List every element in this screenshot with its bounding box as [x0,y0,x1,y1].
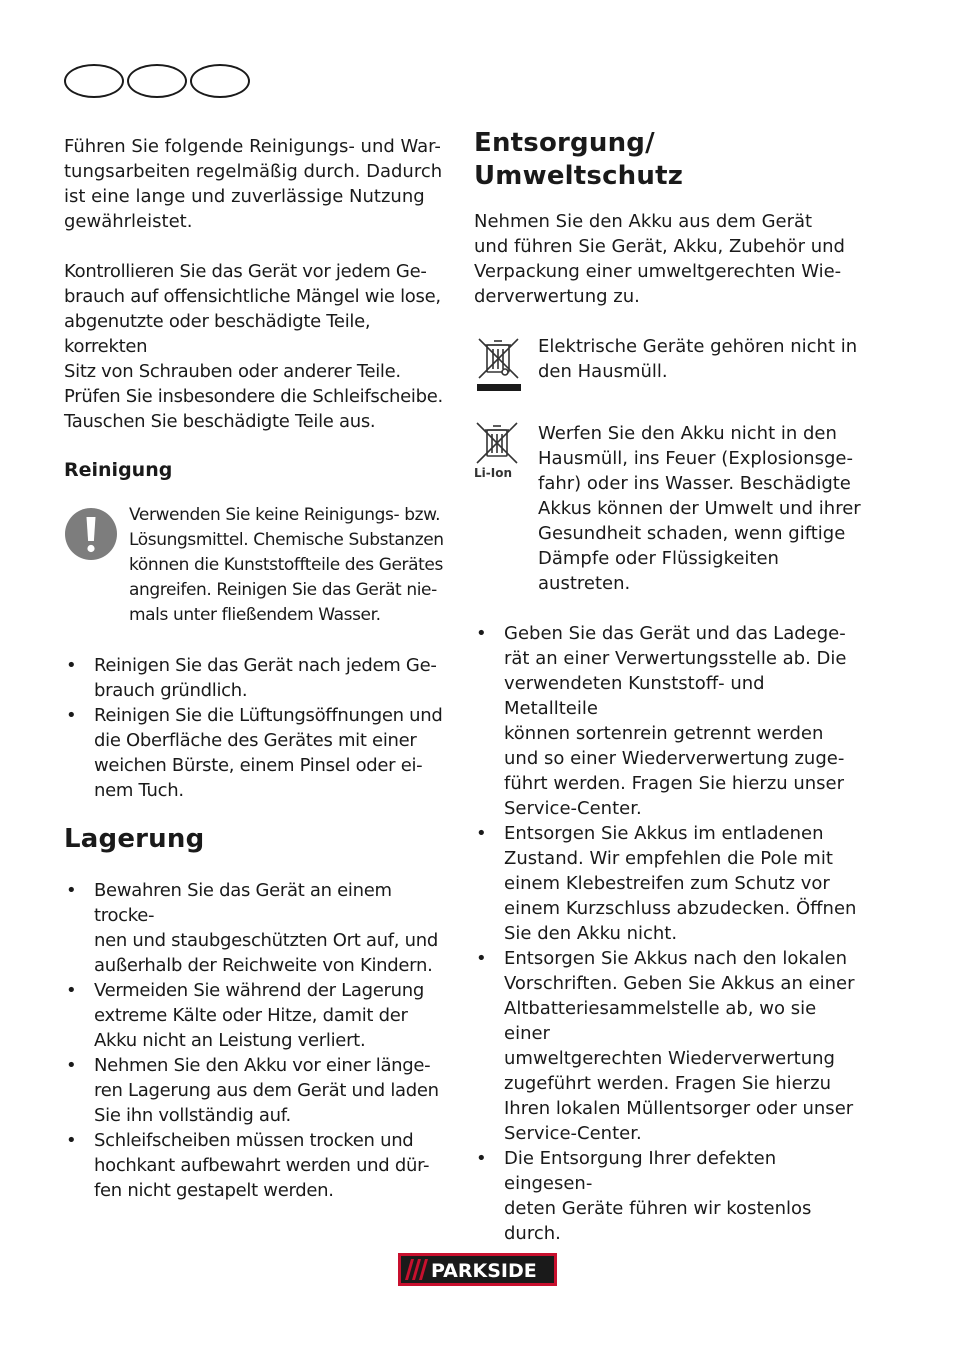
weee-notice [474,334,864,396]
text-line: Akkus können der Umwelt und ihrer [538,498,861,519]
text-line: • Reinigen Sie die Lüftungsöffnungen und [94,705,443,726]
text-line: • Bewahren Sie das Gerät an einem trocke- [94,880,392,926]
text-line: Tauschen Sie beschädigte Teile aus. [64,411,376,432]
language-oval [190,64,250,98]
logo-text: PARKSIDE [431,1260,537,1282]
text-line: den Hausmüll. [538,361,668,382]
text-line: ist eine lange und zuverlässige Nutzung [64,186,425,207]
text-line: angreifen. Reinigen Sie das Gerät nie- [129,580,437,600]
text-line: Führen Sie folgende Reinigungs- und War- [64,136,441,157]
text-line: Dämpfe oder Flüssigkeiten austreten. [538,548,779,594]
text-line: einem Kurzschluss abzudecken. Öffnen [504,898,857,919]
text-line: brauch auf offensichtliche Mängel wie lose, [64,286,441,307]
text-line: Zustand. Wir empfehlen die Pole mit [504,848,833,869]
li-ion-notice [474,421,864,596]
text-line: verwendeten Kunststoff- und Metallteile [504,673,765,719]
intro-paragraph [64,134,448,234]
exclamation-circle-icon [64,507,118,561]
crossed-out-bin-li-ion-icon [474,421,520,465]
text-line: Service-Center. [504,1123,642,1144]
text-line: rät an einer Verwertungsstelle ab. Die [504,648,847,669]
language-oval [64,64,124,98]
heading-line: Umweltschutz [474,161,684,191]
list-item [474,1146,864,1246]
text-line: tungsarbeiten regelmäßig durch. Dadurch [64,161,443,182]
text-line: Gesundheit schaden, wenn giftige [538,523,846,544]
text-line: Vorschriften. Geben Sie Akkus an einer [504,973,855,994]
notice-text [129,503,444,628]
li-ion-label: Li-Ion [474,466,512,480]
list-item [64,978,448,1053]
cleaning-heading: Reinigung [64,459,173,481]
text-line: nen und staubgeschützten Ort auf, und [94,930,438,951]
text-line: führt werden. Fragen Sie hierzu unser [504,773,845,794]
text-line: Verwenden Sie keine Reinigungs- bzw. [129,505,441,525]
text-line: mals unter fließendem Wasser. [129,605,381,625]
text-line: einem Klebestreifen zum Schutz vor [504,873,830,894]
text-line: Lösungsmittel. Chemische Substanzen [129,530,444,550]
text-line: Sitz von Schrauben oder anderer Teile. [64,361,401,382]
list-item [474,946,864,1146]
text-line: die Oberfläche des Gerätes mit einer [94,730,417,751]
list-item [474,621,864,821]
list-item [64,1128,448,1203]
cleaning-list [64,653,448,803]
text-line: • Reinigen Sie das Gerät nach jedem Ge- [94,655,437,676]
list-item [64,653,448,703]
list-item [64,703,448,803]
parkside-logo-icon [398,1253,557,1286]
text-line: weichen Bürste, einem Pinsel oder ei- [94,755,423,776]
text-line: Ihren lokalen Müllentsorger oder unser [504,1098,854,1119]
text-line: nem Tuch. [94,780,184,801]
text-line: Nehmen Sie den Akku aus dem Gerät [474,211,813,232]
text-line: Akku nicht an Leistung verliert. [94,1030,366,1051]
text-line: ren Lagerung aus dem Gerät und laden [94,1080,439,1101]
heading-line: Entsorgung/ [474,128,655,158]
text-line: derverwertung zu. [474,286,640,307]
disposal-heading [474,127,864,193]
text-line: abgenutzte oder beschädigte Teile, korrekten [64,311,371,357]
storage-list [64,878,448,1203]
text-line: Hausmüll, ins Feuer (Explosionsge- [538,448,853,469]
text-line: • Geben Sie das Gerät und das Ladege- [504,623,846,644]
text-line: brauch gründlich. [94,680,248,701]
list-item [64,1053,448,1128]
list-item [474,821,864,946]
text-line: • Vermeiden Sie während der Lagerung [94,980,424,1001]
text-line: • Die Entsorgung Ihrer defekten eingesen- [504,1148,777,1194]
text-line: fahr) oder ins Wasser. Beschädigte [538,473,851,494]
text-line: gewährleistet. [64,211,193,232]
text-line: und so einer Wiederverwertung zuge- [504,748,845,769]
text-line: deten Geräte führen wir kostenlos durch. [504,1198,812,1244]
text-line: Werfen Sie den Akku nicht in den [538,423,837,444]
disposal-list [474,621,864,1246]
text-line: extreme Kälte oder Hitze, damit der [94,1005,408,1026]
text-line: Kontrollieren Sie das Gerät vor jedem Ge- [64,261,427,282]
li-ion-symbol [474,421,524,596]
text-line: • Schleifscheiben müssen trocken und [94,1130,414,1151]
text-line: Verpackung einer umweltgerechten Wie- [474,261,842,282]
list-item [64,878,448,978]
text-line: können sortenrein getrennt werden [504,723,824,744]
text-line: zugeführt werden. Fragen Sie hierzu [504,1073,831,1094]
text-line: Sie ihn vollständig auf. [94,1105,291,1126]
language-ovals [64,64,253,98]
right-column [474,127,864,1246]
crossed-out-bin-icon [474,334,524,396]
disposal-intro [474,209,864,309]
inspection-paragraph [64,259,448,434]
text-line: umweltgerechten Wiederverwertung [504,1048,835,1069]
cleaning-notice [64,503,448,628]
weee-text [538,334,857,396]
text-line: Prüfen Sie insbesondere die Schleifscheibe. [64,386,443,407]
text-line: außerhalb der Reichweite von Kindern. [94,955,433,976]
text-line: können die Kunststoffteile des Gerätes [129,555,443,575]
text-line: Altbatteriesammelstelle ab, wo sie einer [504,998,817,1044]
text-line: Sie den Akku nicht. [504,923,678,944]
text-line: fen nicht gestapelt werden. [94,1180,334,1201]
text-line: Service-Center. [504,798,642,819]
storage-heading: Lagerung [64,824,205,854]
text-line: • Entsorgen Sie Akkus nach den lokalen [504,948,848,969]
language-oval [127,64,187,98]
text-line: • Entsorgen Sie Akkus im entladenen [504,823,824,844]
text-line: Elektrische Geräte gehören nicht in [538,336,858,357]
li-ion-text [538,421,864,596]
text-line: und führen Sie Gerät, Akku, Zubehör und [474,236,845,257]
text-line: • Nehmen Sie den Akku vor einer länge- [94,1055,431,1076]
text-line: hochkant aufbewahrt werden und dür- [94,1155,430,1176]
left-column [64,134,448,1203]
